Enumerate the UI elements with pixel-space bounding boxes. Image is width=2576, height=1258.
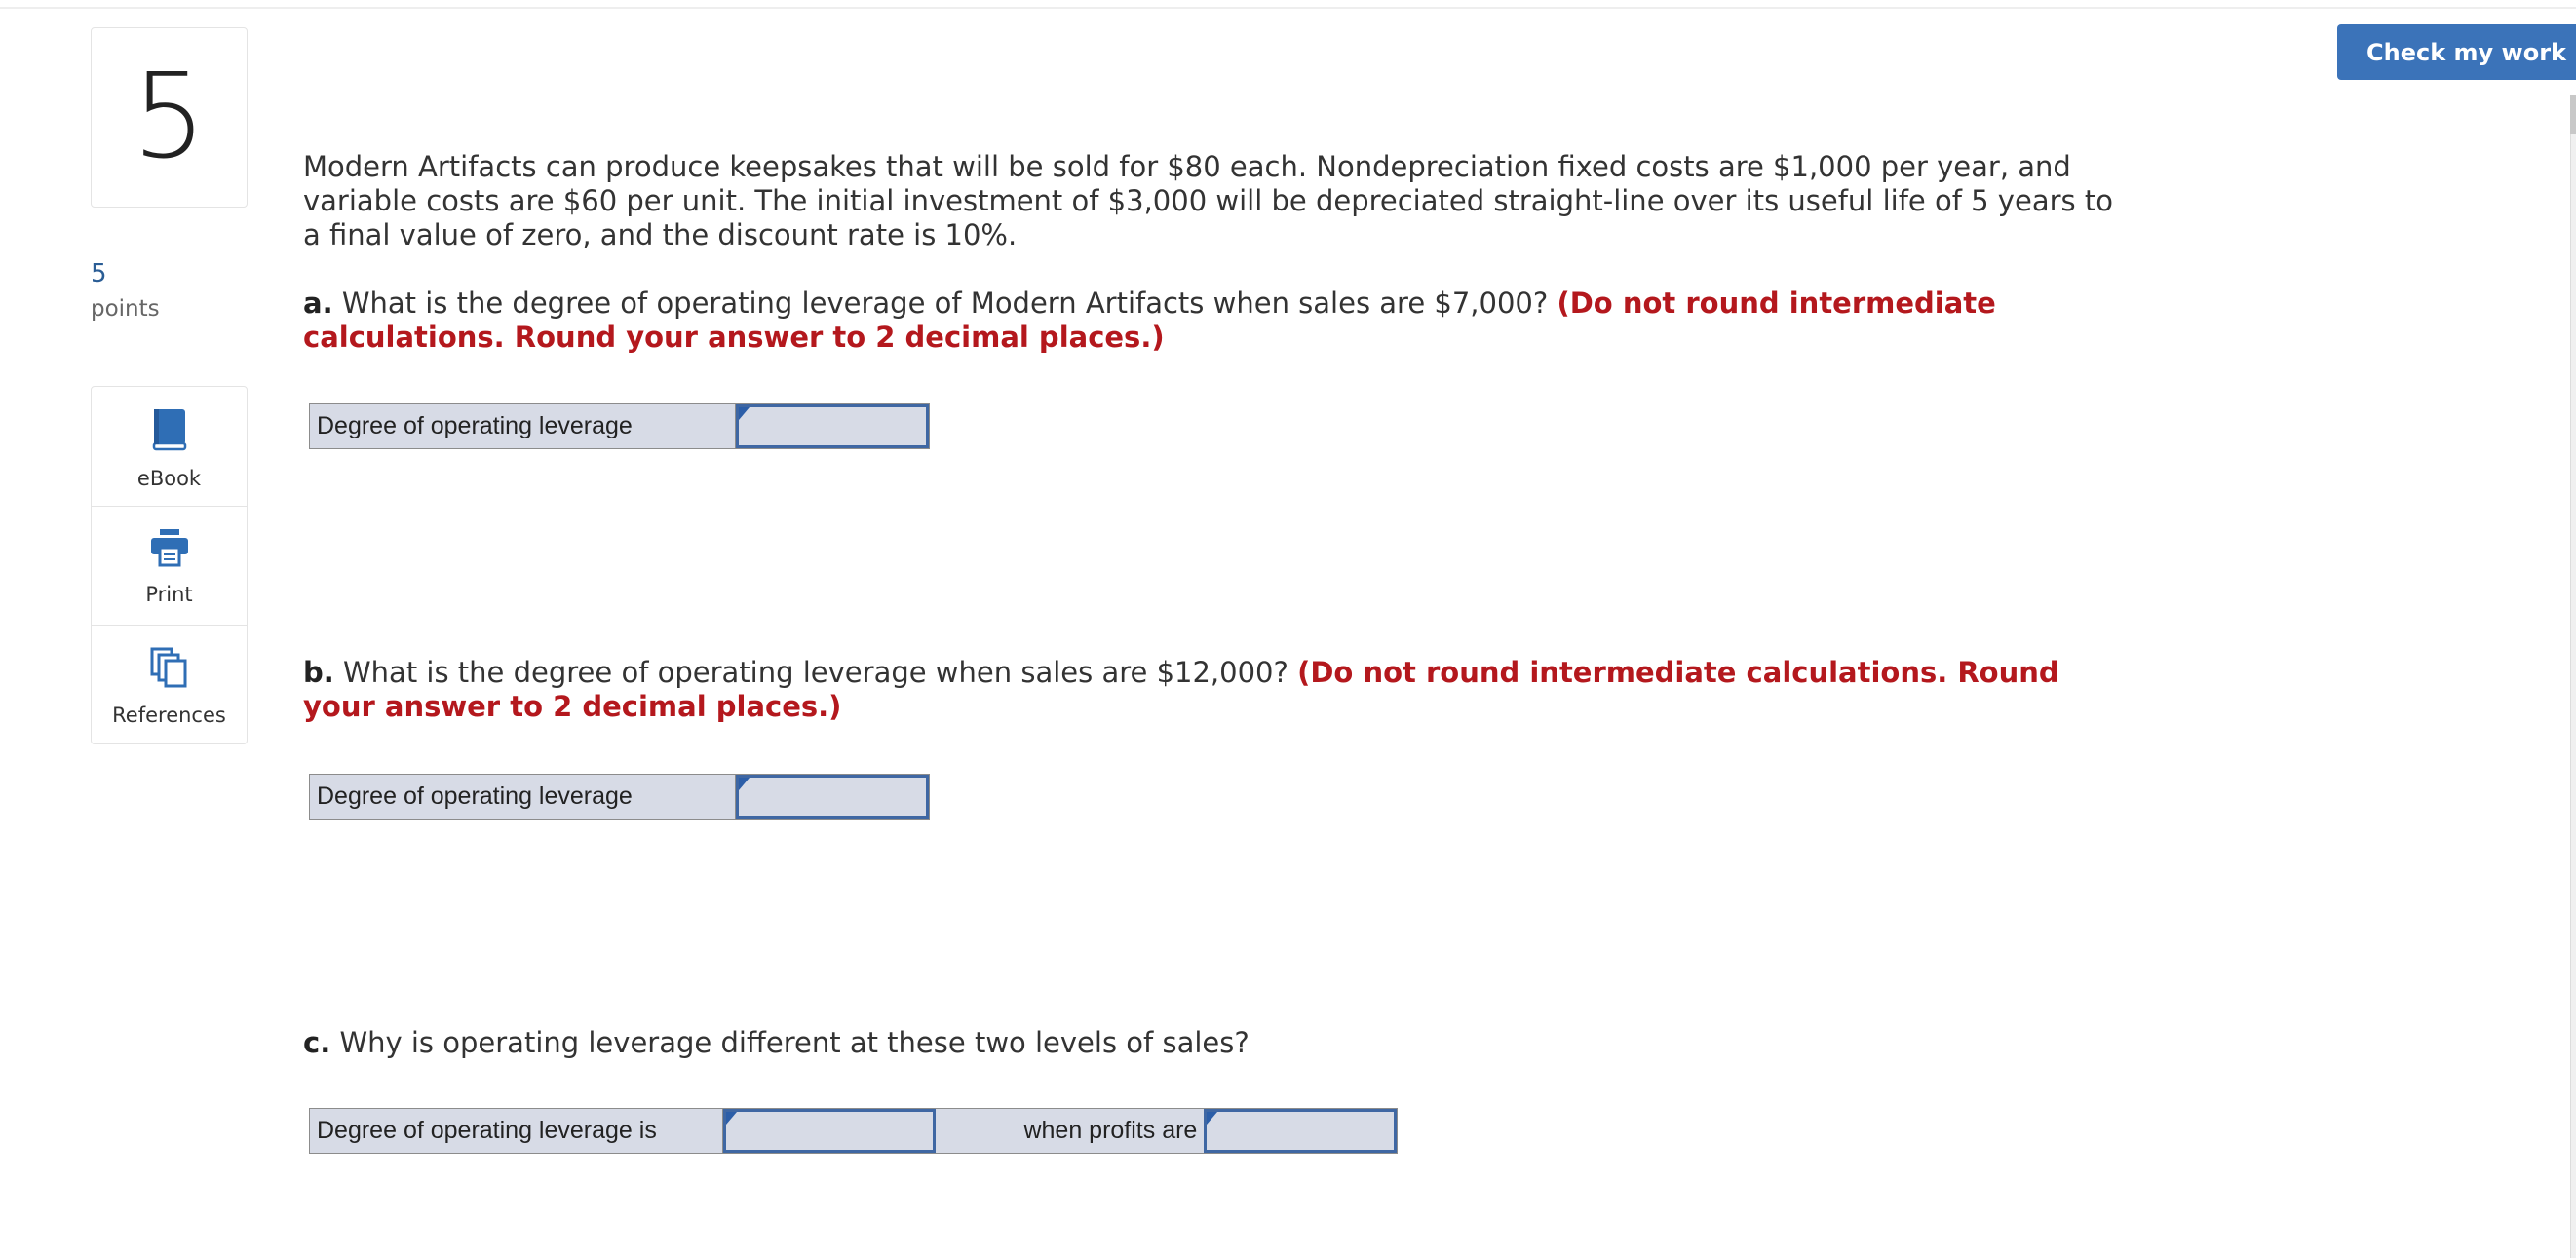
part-a-input-cell xyxy=(736,404,929,448)
part-c-dropdown-1[interactable] xyxy=(723,1109,936,1153)
part-a-row-label: Degree of operating leverage xyxy=(310,404,736,448)
check-my-work-button[interactable]: Check my work xyxy=(2337,24,2576,80)
references-icon xyxy=(150,647,189,692)
answer-flag-icon xyxy=(739,407,750,420)
part-c-dropdown-2[interactable] xyxy=(1204,1109,1397,1153)
scrollbar-thumb[interactable] xyxy=(2570,95,2576,134)
part-b-prefix: b. xyxy=(303,656,334,689)
part-b-text: What is the degree of operating leverage when sales are $12,000? xyxy=(343,656,1288,689)
ebook-button[interactable] xyxy=(92,387,247,506)
part-c-prefix: c. xyxy=(303,1026,331,1059)
points-value: 5 xyxy=(91,259,107,288)
part-c-text: Why is operating leverage different at these two levels of sales? xyxy=(339,1026,1250,1059)
ebook-label: eBook xyxy=(136,467,202,490)
part-c-middle-label: when profits are xyxy=(936,1109,1204,1153)
part-a-text: What is the degree of operating leverage of Modern Artifacts when sales are $7,000? xyxy=(341,286,1549,320)
tools-panel xyxy=(91,386,248,744)
part-a-question xyxy=(303,286,2116,355)
problem-intro: Modern Artifacts can produce keepsakes that will be sold for $80 each. Nondepreciation fixed costs are $1,000 per year, and variable costs are $60 per unit. The initial investment of $3,000 will be depreciated straight-line over its useful life of 5 years to a final value of zero, and the discount rate is 10%. xyxy=(303,150,2113,251)
answer-flag-icon xyxy=(726,1112,737,1125)
part-b-row-label: Degree of operating leverage xyxy=(310,775,736,819)
part-b-answer-row xyxy=(309,774,930,820)
part-b-question xyxy=(303,656,2116,724)
references-label: References xyxy=(112,704,226,727)
answer-flag-icon xyxy=(1207,1112,1217,1125)
part-c-select-1[interactable] xyxy=(734,1112,925,1150)
scrollbar-track[interactable] xyxy=(2570,95,2576,1258)
part-a-prefix: a. xyxy=(303,286,333,320)
printer-icon xyxy=(149,528,190,571)
part-a-answer-row xyxy=(309,403,930,449)
part-b-input-cell xyxy=(736,775,929,819)
part-c-select-2[interactable] xyxy=(1214,1112,1386,1150)
book-icon xyxy=(151,408,188,455)
top-divider xyxy=(0,7,2576,9)
part-c-question xyxy=(303,1026,2116,1060)
part-a-answer-input[interactable] xyxy=(747,407,918,445)
print-button[interactable] xyxy=(92,506,247,625)
points-label: points xyxy=(91,296,160,322)
print-label: Print xyxy=(145,583,193,606)
part-b-instruction: (Do not round intermediate calculations. Round your answer to 2 decimal places.) xyxy=(303,656,2059,723)
answer-flag-icon xyxy=(739,778,750,790)
question-number: 5 xyxy=(91,27,248,208)
part-b-answer-input[interactable] xyxy=(747,778,918,816)
part-c-row-label: Degree of operating leverage is xyxy=(310,1109,723,1153)
references-button[interactable] xyxy=(92,625,247,743)
part-c-answer-row xyxy=(309,1108,1398,1154)
part-a-instruction: (Do not round intermediate calculations. Round your answer to 2 decimal places.) xyxy=(303,286,1996,354)
